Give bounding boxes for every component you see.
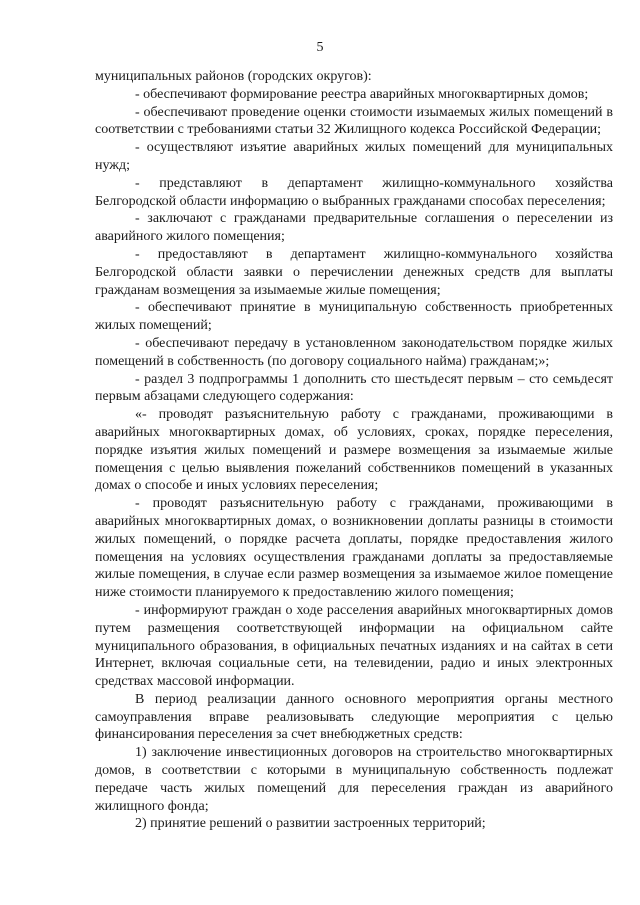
paragraph: - обеспечивают проведение оценки стоимости изымаемых жилых помещений в соответствии с требованиями статьи 32 Жилищного кодекса Российской Федерации; <box>95 104 613 138</box>
paragraph: «- проводят разъяснительную работу с гражданами, проживающими в аварийных многоквартирных домах, об условиях, сроках, порядке переселения, порядке изъятия жилых помещений и размере возмещения за изымаемые жилые помещения с целью выявления пожеланий собственников помещений в указанных домах о способе и иных условиях переселения; <box>95 407 613 494</box>
paragraph: - обеспечивают передачу в установленном законодательством порядке жилых помещений в собственность (по договору социального найма) гражданам;»; <box>95 335 613 369</box>
paragraph: 2) принятие решений о развитии застроенных территорий; <box>135 816 486 832</box>
paragraph: В период реализации данного основного мероприятия органы местного самоуправления вправе реализовывать следующие мероприятия с целью финансирования переселения за счет внебюджетных средств: <box>95 691 613 743</box>
paragraph: - раздел 3 подпрограммы 1 дополнить сто шестьдесят первым – сто семьдесят первым абзацами следующего содержания: <box>95 371 613 405</box>
paragraph: - обеспечивают принятие в муниципальную собственность приобретенных жилых помещений; <box>95 300 613 334</box>
paragraph: - проводят разъяснительную работу с гражданами, проживающими в аварийных многоквартирных домах, о возникновении доплаты разницы в стоимости жилых помещений, о порядке расчета доплаты, порядке предоставления жилого помещения на условиях осуществления гражданами доплаты за предоставляемые жилые помещения, в случае если размер возмещения за изымаемое жилое помещение ниже стоимости планируемого к предоставлению жилого помещения; <box>95 496 613 601</box>
document-body <box>95 68 613 833</box>
page-number: 5 <box>316 40 324 55</box>
paragraph: - предоставляют в департамент жилищно-коммунального хозяйства Белгородской области заявки о перечислении денежных средств для выплаты гражданам возмещения за изымаемые жилые помещения; <box>95 246 613 298</box>
paragraph: - осуществляют изъятие аварийных жилых помещений для муниципальных нужд; <box>95 140 613 173</box>
paragraph: - информируют граждан о ходе расселения аварийных многоквартирных домов путем размещения соответствующей информации на официальном сайте муниципального образования, в официальных печатных изданиях и на сайтах в сети Интернет, включая социальные сети, на телевидении, радио и иных электронных средствах массовой информации. <box>95 602 613 690</box>
paragraph: - обеспечивают формирование реестра аварийных многоквартирных домов; <box>135 86 589 102</box>
paragraph: 1) заключение инвестиционных договоров на строительство многоквартирных домов, в соответствии с которыми в муниципальную собственность подлежат передаче часть жилых помещений для переселения граждан из аварийного жилищного фонда; <box>95 745 613 814</box>
paragraph: муниципальных районов (городских округов): <box>95 69 372 84</box>
paragraph: - заключают с гражданами предварительные соглашения о переселении из аварийного жилого помещения; <box>95 211 613 245</box>
paragraph: - представляют в департамент жилищно-коммунального хозяйства Белгородской области информацию о выбранных гражданами способах переселения; <box>95 175 613 209</box>
